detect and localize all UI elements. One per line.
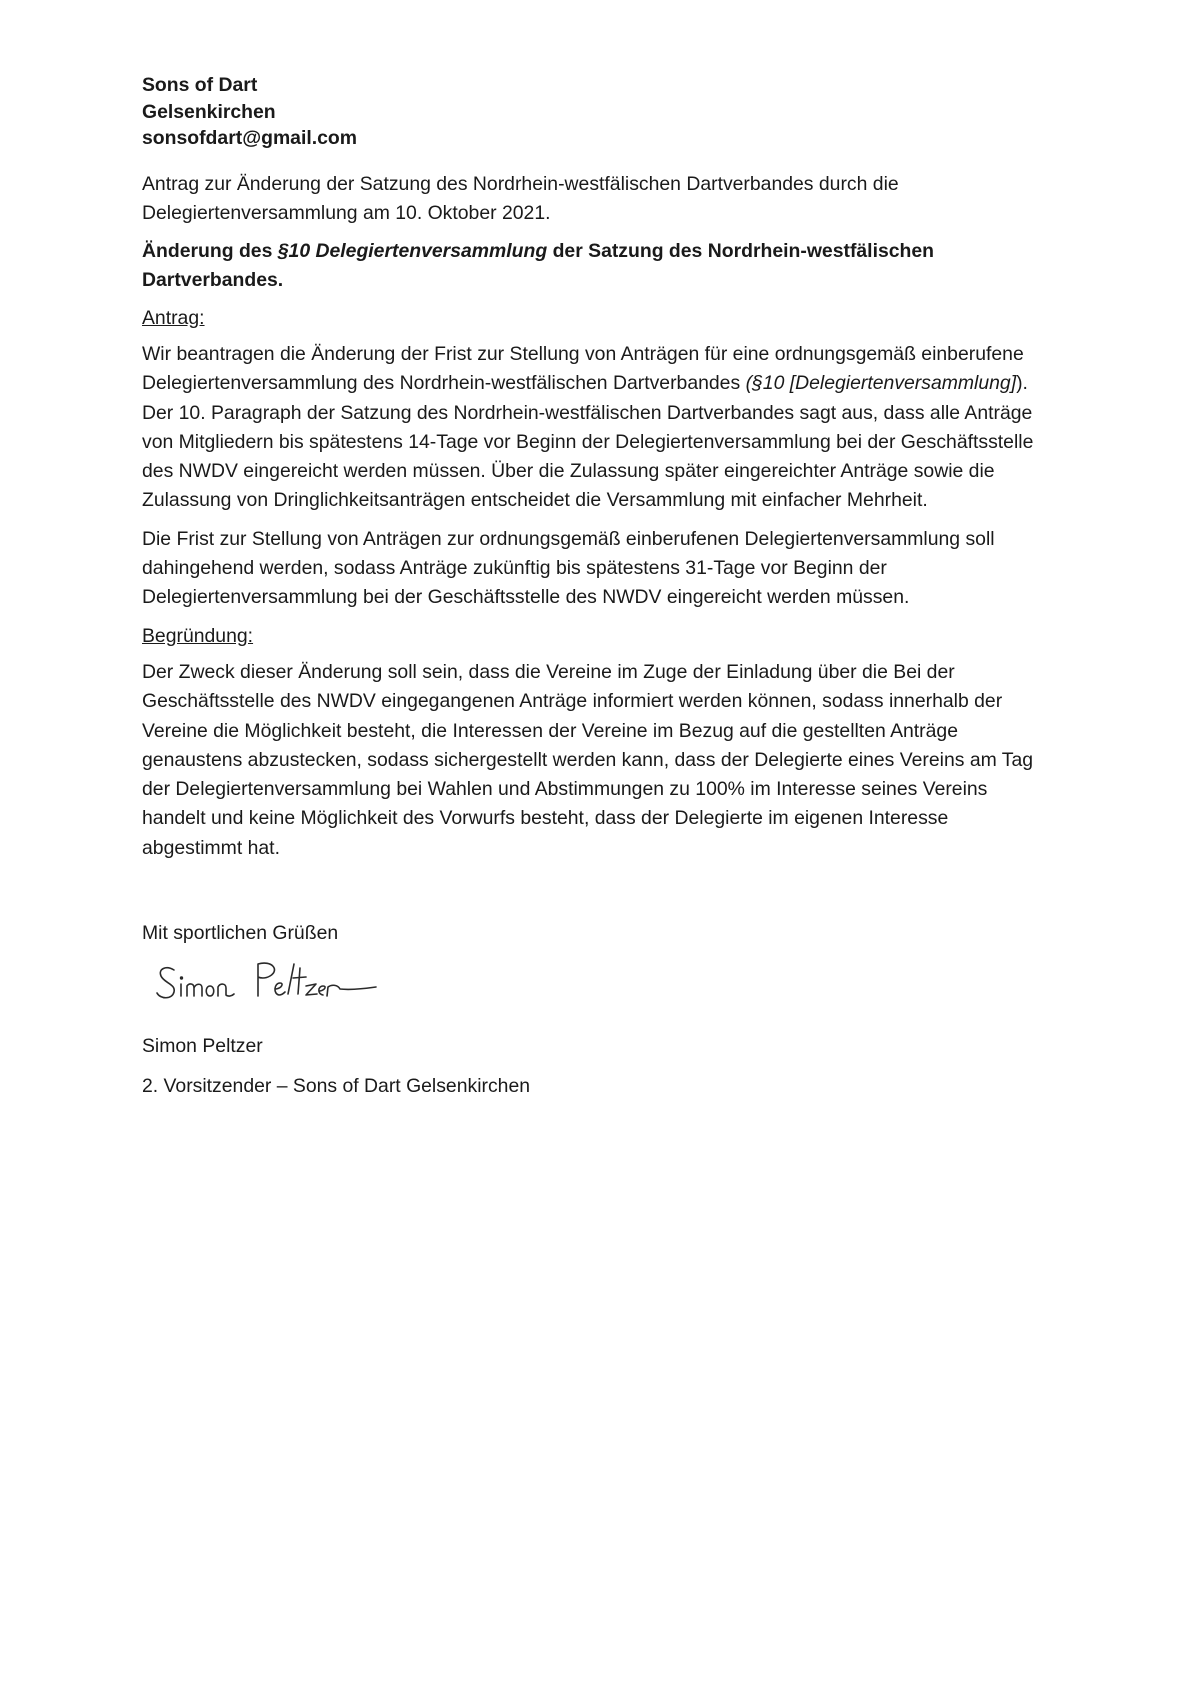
closing-greeting: Mit sportlichen Grüßen [142, 922, 339, 945]
antrag-label: Antrag: [142, 306, 205, 329]
sender-block [142, 72, 1052, 152]
antrag-p1-italic: (§10 [Delegiertenversammlung] [745, 372, 1017, 395]
signer-name: Simon Peltzer [142, 1035, 263, 1058]
letter-page [142, 72, 1052, 1101]
sender-email: sonsofdart@gmail.com [142, 127, 358, 149]
heading-italic: §10 Delegiertenversammlung [277, 240, 548, 263]
antrag-p1-start: Wir beantragen die Änderung der Frist zur Stellung von Anträgen für eine ordnungsgemäß einberufene Delegiertenversammlung des Nordrhein-westfälischen Dartverbandes [142, 342, 1024, 395]
signer-role: 2. Vorsitzender – Sons of Dart Gelsenkirchen [142, 1074, 531, 1097]
sender-city: Gelsenkirchen [142, 100, 276, 123]
heading-prefix: Änderung des [142, 240, 278, 263]
antrag-p1-end: ). Der 10. Paragraph der Satzung des Nordrhein-westfälischen Dartverbandes sagt aus, dass alle Anträge von Mitgliedern bis spätestens 14-Tage vor Beginn der Delegiertenversammlung bei der Geschäftsstelle des NWDV eingereicht werden müssen. Über die Zulassung später eingereichter Anträge sowie die Zulassung von Dringlichkeitsanträgen entscheidet die Versammlung mit einfacher Mehrheit. [142, 372, 1034, 512]
intro-text: Antrag zur Änderung der Satzung des Nordrhein-westfälischen Dartverbandes durch die Delegiertenversammlung am 10. Oktober 2021. [142, 172, 899, 224]
antrag-paragraph-1 [142, 340, 1052, 516]
begruendung-paragraph: Der Zweck dieser Änderung soll sein, dass die Vereine im Zuge der Einladung über die Bei der Geschäftsstelle des NWDV eingegangenen Anträge informiert werden können, sodass innerhalb der Vereine die Möglichkeit besteht, die Interessen der Vereine im Bezug auf die gestellten Anträge genaustens abzustecken, sodass sichergestellt werden kann, dass der Delegierte eines Vereins am Tag der Delegiertenversammlung bei Wahlen und Abstimmungen zu 100% im Interesse seines Vereins handelt und keine Möglichkeit des Vorwurfs besteht, dass der Delegierte im eigenen Interesse abgestimmt hat. [142, 660, 1034, 859]
handwritten-signature [154, 956, 384, 1010]
antrag-paragraph-2: Die Frist zur Stellung von Anträgen zur ordnungsgemäß einberufenen Delegiertenversammlung soll dahingehend werden, sodass Anträge zukünftig bis spätestens 31-Tage vor Beginn der Delegiertenversammlung bei der Geschäftsstelle des NWDV eingereicht werden müssen. [142, 527, 995, 609]
motion-heading [142, 237, 1052, 296]
begruendung-label: Begründung: [142, 624, 254, 647]
heading-suffix: der Satzung des Nordrhein-westfälischen Dartverbandes. [142, 240, 934, 292]
sender-name: Sons of Dart [142, 74, 258, 96]
